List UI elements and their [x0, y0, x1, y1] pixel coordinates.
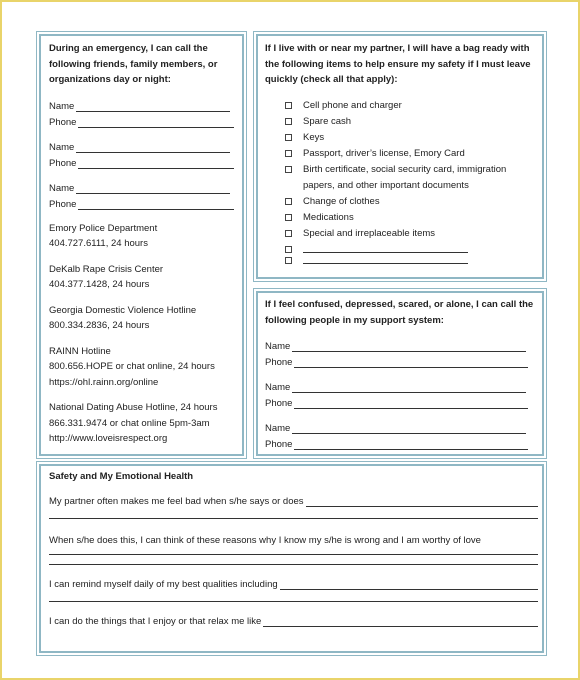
contact-emory-police: Emory Police Department 404.727.6111, 24 hours: [49, 222, 158, 249]
emergency-phone-field-2[interactable]: Phone: [49, 153, 239, 169]
emotional-heading: Safety and My Emotional Health: [49, 471, 194, 482]
blank-line[interactable]: [303, 253, 468, 264]
emergency-name-field-3[interactable]: Name: [49, 178, 239, 194]
contact-dating-abuse-hotline: National Dating Abuse Hotline, 24 hours 866.331.9474 or chat online 5pm-3am http://www.loveisrespect.org: [49, 400, 239, 447]
checklist-item-medications[interactable]: Medications: [285, 210, 541, 226]
checklist-item-keys[interactable]: Keys: [285, 130, 541, 146]
emergency-contacts-box: [39, 34, 244, 456]
checkbox-icon[interactable]: [285, 166, 292, 173]
writing-line[interactable]: [49, 564, 538, 565]
checkbox-icon[interactable]: [285, 198, 292, 205]
support-heading: If I feel confused, depressed, scared, or alone, I can call the following people in my support system:: [265, 299, 534, 326]
support-name-field-1[interactable]: Name: [265, 336, 541, 352]
support-phone-field-3[interactable]: Phone: [265, 434, 541, 450]
checkbox-icon[interactable]: [285, 230, 292, 237]
checklist-item-blank-1[interactable]: [285, 242, 541, 253]
writing-line[interactable]: [49, 601, 538, 602]
writing-line[interactable]: [49, 518, 538, 519]
checklist-item-cell-phone[interactable]: Cell phone and charger: [285, 98, 541, 114]
support-system-box: [256, 291, 544, 456]
writing-line[interactable]: [49, 554, 538, 555]
prompt-best-qualities[interactable]: I can remind myself daily of my best qualities including: [49, 577, 538, 593]
checkbox-icon[interactable]: [285, 246, 292, 253]
prompt-reasons-worthy: When s/he does this, I can think of these reasons why I know my s/he is wrong and I am worthy of love: [49, 534, 481, 546]
checklist-item-clothes[interactable]: Change of clothes: [285, 194, 541, 210]
contact-rainn-hotline: RAINN Hotline 800.656.HOPE or chat online, 24 hours https://ohl.rainn.org/online: [49, 344, 239, 391]
checkbox-icon[interactable]: [285, 150, 292, 157]
contact-dekalb-rape-crisis: DeKalb Rape Crisis Center 404.377.1428, 24 hours: [49, 263, 164, 290]
bag-checklist-box: [256, 34, 544, 279]
checklist-item-special-items[interactable]: Special and irreplaceable items: [285, 226, 541, 242]
support-name-field-2[interactable]: Name: [265, 377, 541, 393]
checklist-item-birth-certificate[interactable]: Birth certificate, social security card, immigration papers, and other important documents: [285, 162, 541, 194]
checkbox-icon[interactable]: [285, 214, 292, 221]
emergency-name-field-2[interactable]: Name: [49, 137, 239, 153]
prompt-enjoy-relax[interactable]: I can do the things that I enjoy or that relax me like: [49, 614, 538, 630]
bag-heading: If I live with or near my partner, I will have a bag ready with the following items to help ensure my safety if I must leave quickly (check all that apply):: [265, 43, 531, 85]
support-name-field-3[interactable]: Name: [265, 418, 541, 434]
support-phone-field-1[interactable]: Phone: [265, 352, 541, 368]
checkbox-icon[interactable]: [285, 118, 292, 125]
checklist-item-passport[interactable]: Passport, driver’s license, Emory Card: [285, 146, 541, 162]
support-phone-field-2[interactable]: Phone: [265, 393, 541, 409]
emergency-name-field-1[interactable]: Name: [49, 96, 239, 112]
checkbox-icon[interactable]: [285, 134, 292, 141]
contact-georgia-dv-hotline: Georgia Domestic Violence Hotline 800.334.2836, 24 hours: [49, 304, 197, 331]
blank-line[interactable]: [303, 242, 468, 253]
checklist-item-spare-cash[interactable]: Spare cash: [285, 114, 541, 130]
emergency-phone-field-1[interactable]: Phone: [49, 112, 239, 128]
rainn-link[interactable]: https://ohl.rainn.org/online: [49, 376, 159, 388]
emotional-health-box: [39, 464, 544, 653]
checklist-item-blank-2[interactable]: [285, 253, 541, 264]
checkbox-icon[interactable]: [285, 257, 292, 264]
emergency-phone-field-3[interactable]: Phone: [49, 194, 239, 210]
checkbox-icon[interactable]: [285, 102, 292, 109]
loveisrespect-link[interactable]: http://www.loveisrespect.org: [49, 433, 168, 444]
prompt-partner-feel-bad[interactable]: My partner often makes me feel bad when s/he says or does: [49, 494, 538, 510]
emergency-heading: During an emergency, I can call the following friends, family members, or organizations day or night:: [49, 43, 218, 85]
